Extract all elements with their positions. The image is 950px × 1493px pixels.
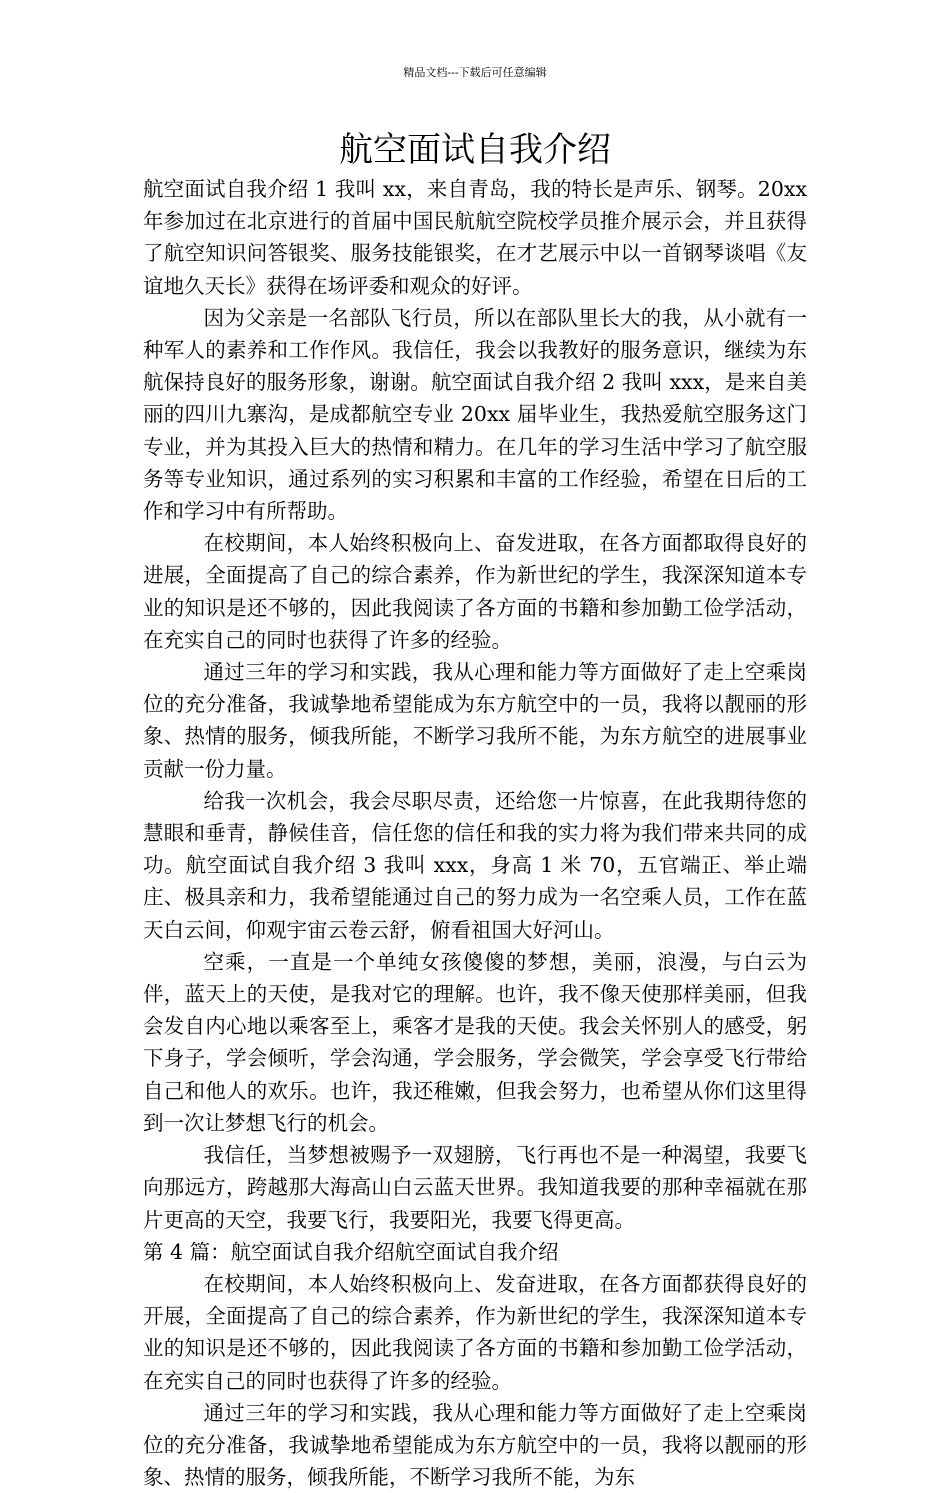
document-title: 航空面试自我介绍 — [339, 130, 611, 170]
page-header-note: 精品文档---下载后可任意编辑 — [403, 66, 547, 79]
paragraph-4: 通过三年的学习和实践，我从心理和能力等方面做好了走上空乘岗位的充分准备，我诚挚地希望能成为东方航空中的一员，我将以靓丽的形象、热情的服务，倾我所能，不断学习我所不能，为东方航空的进展事业贡献一份力量。 — [143, 660, 807, 781]
paragraph-3: 在校期间，本人始终积极向上、奋发进取，在各方面都取得良好的进展，全面提高了自己的综合素养，作为新世纪的学生，我深深知道本专业的知识是还不够的，因此我阅读了各方面的书籍和参加勤工俭学活动，在充实自己的同时也获得了许多的经验。 — [143, 531, 807, 652]
paragraph-5: 给我一次机会，我会尽职尽责，还给您一片惊喜，在此我期待您的慧眼和垂青，静候佳音，信任您的信任和我的实力将为我们带来共同的成功。航空面试自我介绍 3 我叫 xxx，身高 1 米 70，五官端正、举止端庄、极具亲和力，我希望能通过自己的努力成为一名空乘人员，工作在蓝天白云间，仰观宇宙云卷云舒，俯看祖国大好河山。 — [143, 788, 807, 942]
paragraph-6: 空乘，一直是一个单纯女孩傻傻的梦想，美丽，浪漫，与白云为伴，蓝天上的天使，是我对它的理解。也许，我不像天使那样美丽，但我会发自内心地以乘客至上，乘客才是我的天使。我会关怀别人的感受，躬下身子，学会倾听，学会沟通，学会服务，学会微笑，学会享受飞行带给自己和他人的欢乐。也许，我还稚嫩，但我会努力，也希望从你们这里得到一次让梦想飞行的机会。 — [143, 949, 807, 1135]
paragraph-2: 因为父亲是一名部队飞行员，所以在部队里长大的我，从小就有一种军人的素养和工作作风。我信任，我会以我教好的服务意识，继续为东航保持良好的服务形象，谢谢。航空面试自我介绍 2 我叫 xxx，是来自美丽的四川九寨沟，是成都航空专业 20xx 届毕业生，我热爱航空服务这门专业，并为其投入巨大的热情和精力。在几年的学习生活中学习了航空服务等专业知识，通过系列的实习积累和丰富的工作经验，希望在日后的工作和学习中有所帮助。 — [143, 305, 807, 524]
section-heading: 第 4 篇：航空面试自我介绍航空面试自我介绍 — [143, 1239, 559, 1264]
paragraph-8: 在校期间，本人始终积极向上、发奋进取，在各方面都获得良好的开展，全面提高了自己的综合素养，作为新世纪的学生，我深深知道本专业的知识是还不够的，因此我阅读了各方面的书籍和参加勤工俭学活动，在充实自己的同时也获得了许多的经验。 — [143, 1271, 807, 1393]
paragraph-1: 航空面试自我介绍 1 我叫 xx，来自青岛，我的特长是声乐、钢琴。20xx 年参加过在北京进行的首届中国民航航空院校学员推介展示会，并且获得了航空知识问答银奖、服务技能银奖，在才艺展示中以一首钢琴谈唱《友谊地久天长》获得在场评委和观众的好评。 — [143, 177, 807, 298]
paragraph-7: 我信任，当梦想被赐予一双翅膀，飞行再也不是一种渴望，我要飞向那远方，跨越那大海高山白云蓝天世界。我知道我要的那种幸福就在那片更高的天空，我要飞行，我要阳光，我要飞得更高。 — [143, 1143, 807, 1232]
document-body — [143, 173, 807, 1493]
paragraph-9: 通过三年的学习和实践，我从心理和能力等方面做好了走上空乘岗位的充分准备，我诚挚地希望能成为东方航空中的一员，我将以靓丽的形象、热情的服务，倾我所能，不断学习我所不能，为东 — [143, 1400, 807, 1490]
